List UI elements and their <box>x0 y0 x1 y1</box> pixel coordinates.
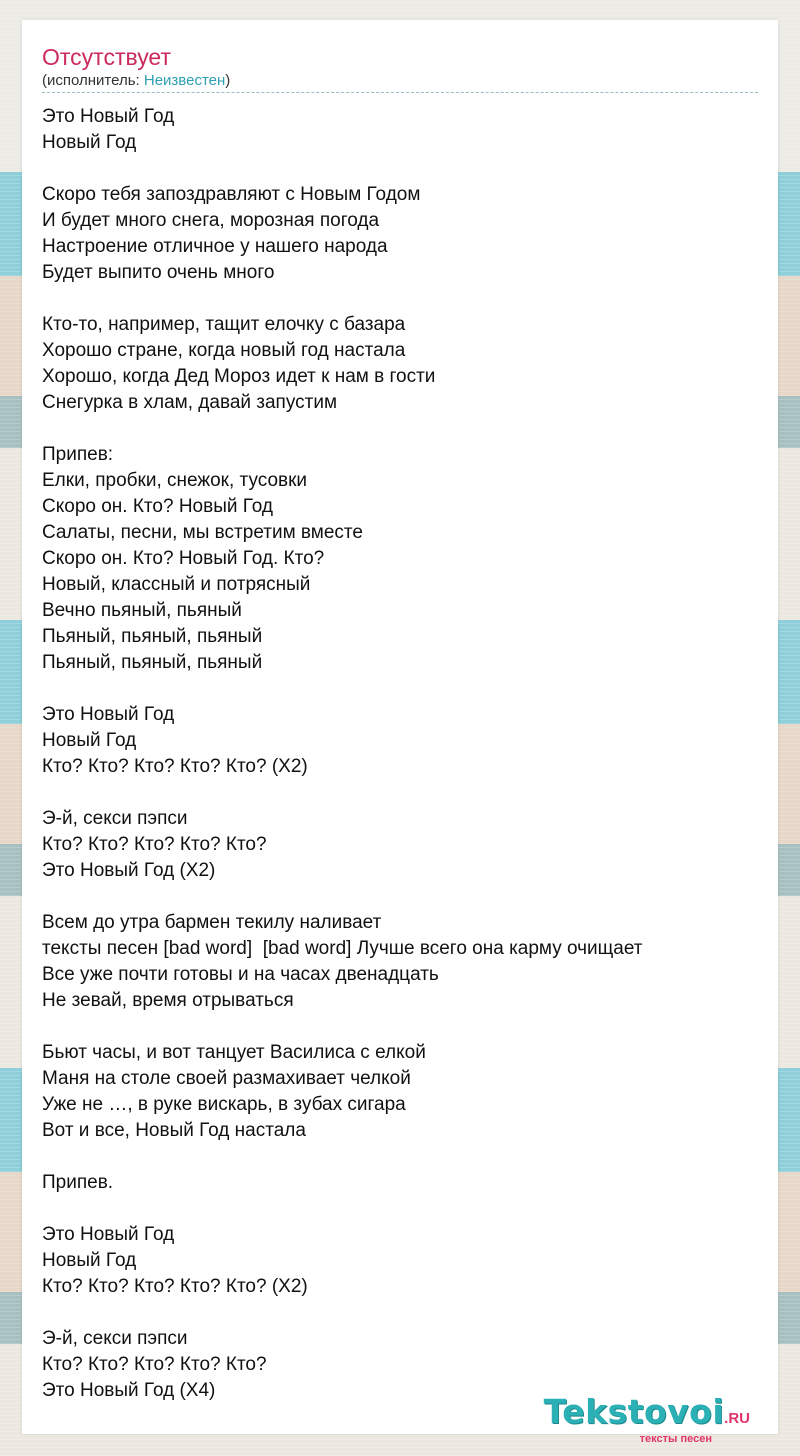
lyric-line: Новый Год <box>42 1250 137 1271</box>
lyric-line: Новый Год <box>42 132 137 153</box>
lyric-line: тексты песен [bad word] [bad word] Лучше всего она карму очищает <box>42 938 643 959</box>
lyric-line: Маня на столе своей размахивает челкой <box>42 1068 411 1089</box>
artist-prefix: (исполнитель: <box>42 72 144 89</box>
lyric-line: Припев. <box>42 1172 114 1193</box>
lyric-line: Припев: <box>42 444 114 465</box>
lyric-line: Пьяный, пьяный, пьяный <box>42 652 263 673</box>
logo-tld: .RU <box>724 1410 750 1427</box>
lyric-blank-line <box>42 780 762 806</box>
lyrics-text <box>42 104 762 1404</box>
lyric-line: Хорошо стране, когда новый год настала <box>42 340 406 361</box>
lyric-line: Будет выпито очень много <box>42 262 275 283</box>
lyric-line: Скоро он. Кто? Новый Год. Кто? <box>42 548 325 569</box>
lyric-line: Вот и все, Новый Год настала <box>42 1120 306 1141</box>
artist-line <box>42 72 758 90</box>
lyric-line: Скоро он. Кто? Новый Год <box>42 496 273 517</box>
lyric-line: Это Новый Год <box>42 1224 175 1245</box>
logo-tagline: тексты песен <box>639 1433 712 1445</box>
lyric-blank-line <box>42 1144 762 1170</box>
lyric-line: Всем до утра бармен текилу наливает <box>42 912 382 933</box>
lyric-line: Кто? Кто? Кто? Кто? Кто? <box>42 1354 267 1375</box>
lyric-line: Скоро тебя запоздравляют с Новым Годом <box>42 184 421 205</box>
lyric-line: Снегурка в хлам, давай запустим <box>42 392 338 413</box>
lyric-line: Кто? Кто? Кто? Кто? Кто? <box>42 834 267 855</box>
lyric-line: Салаты, песни, мы встретим вместе <box>42 522 363 543</box>
lyric-line: Елки, пробки, снежок, тусовки <box>42 470 308 491</box>
lyric-blank-line <box>42 1196 762 1222</box>
site-logo[interactable] <box>544 1394 750 1445</box>
lyric-blank-line <box>42 676 762 702</box>
lyric-line: Уже не …, в руке вискарь, в зубах сигара <box>42 1094 406 1115</box>
lyric-line: Кто-то, например, тащит елочку с базара <box>42 314 406 335</box>
lyric-line: Настроение отличное у нашего народа <box>42 236 388 257</box>
lyric-line: Э-й, секси пэпси <box>42 1328 188 1349</box>
lyric-line: Бьют часы, и вот танцует Василиса с елкой <box>42 1042 426 1063</box>
lyric-blank-line <box>42 884 762 910</box>
lyric-line: Хорошо, когда Дед Мороз идет к нам в гости <box>42 366 436 387</box>
lyric-blank-line <box>42 156 762 182</box>
lyric-line: Это Новый Год (X4) <box>42 1380 216 1401</box>
lyrics-card <box>22 20 778 1445</box>
lyric-line: Э-й, секси пэпси <box>42 808 188 829</box>
lyric-blank-line <box>42 286 762 312</box>
lyric-line: Это Новый Год <box>42 106 175 127</box>
logo-name: Tekstovoi <box>543 1392 725 1431</box>
lyric-line: Новый Год <box>42 730 137 751</box>
song-header <box>42 42 758 93</box>
song-title: Отсутствует <box>42 44 171 70</box>
lyric-line: Это Новый Год <box>42 704 175 725</box>
lyric-line: Новый, классный и потрясный <box>42 574 311 595</box>
lyric-line: Пьяный, пьяный, пьяный <box>42 626 263 647</box>
lyric-blank-line <box>42 1014 762 1040</box>
lyric-line: И будет много снега, морозная погода <box>42 210 380 231</box>
lyric-line: Не зевай, время отрываться <box>42 990 294 1011</box>
artist-suffix: ) <box>225 72 231 89</box>
lyric-blank-line <box>42 416 762 442</box>
logo-wordmark <box>544 1394 750 1437</box>
lyric-line: Вечно пьяный, пьяный <box>42 600 242 621</box>
lyric-line: Это Новый Год (X2) <box>42 860 216 881</box>
artist-link[interactable]: Неизвестен <box>143 72 226 89</box>
lyric-blank-line <box>42 1300 762 1326</box>
lyric-line: Все уже почти готовы и на часах двенадцать <box>42 964 439 985</box>
lyric-line: Кто? Кто? Кто? Кто? Кто? (X2) <box>42 1276 308 1297</box>
lyric-line: Кто? Кто? Кто? Кто? Кто? (X2) <box>42 756 308 777</box>
